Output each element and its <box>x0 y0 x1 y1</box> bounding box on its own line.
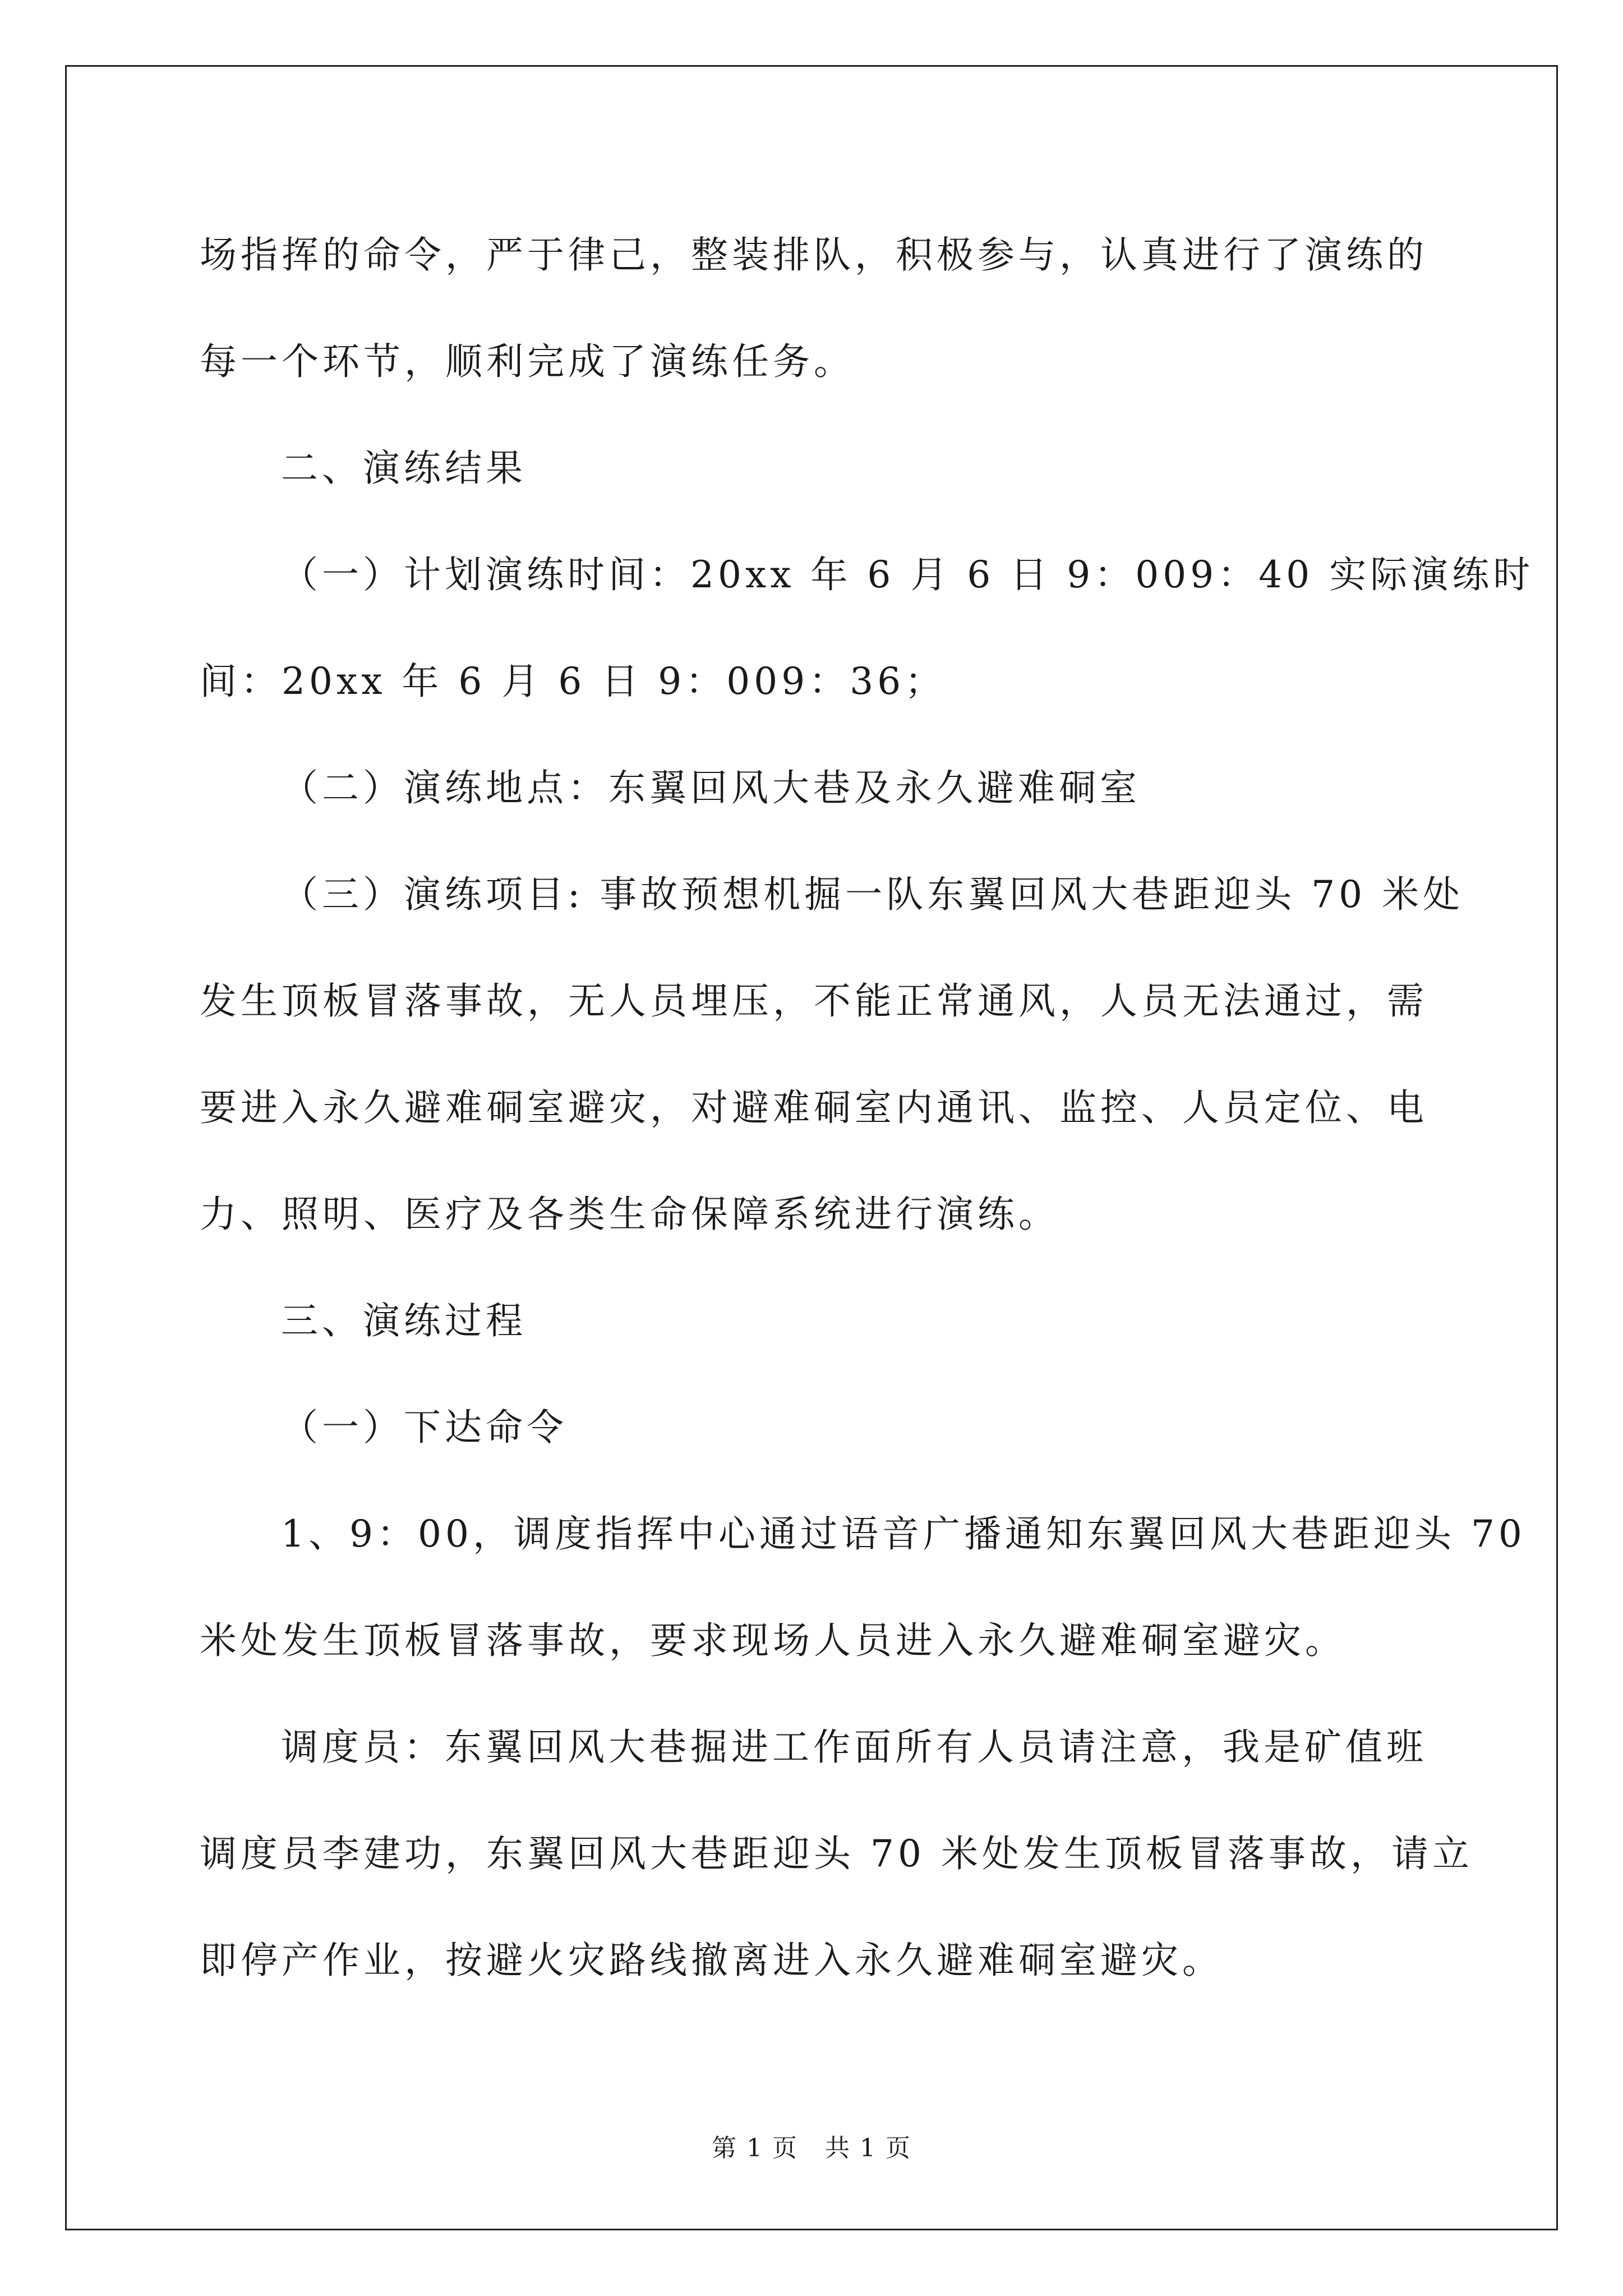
body-line: （三）演练项目: 事故预想机掘一队东翼回风大巷距迎头 70 米处 <box>281 873 1464 916</box>
body-line: 1、9：00，调度指挥中心通过语音广播通知东翼回风大巷距迎头 70 <box>281 1512 1526 1556</box>
document-body <box>200 202 1534 2014</box>
body-line: （二）演练地点：东翼回风大巷及永久避难硐室 <box>281 766 1141 809</box>
section-heading: 三、演练过程 <box>281 1299 527 1342</box>
subsection-heading: （一）下达命令 <box>281 1406 568 1449</box>
page-footer <box>0 2132 1623 2165</box>
page-total: 共 1 页 <box>825 2134 911 2162</box>
body-line: 每一个环节，顺利完成了演练任务。 <box>200 340 855 383</box>
body-line: 调度员李建功，东翼回风大巷距迎头 70 米处发生顶板冒落事故，请立 <box>200 1832 1473 1875</box>
body-line: 要进入永久避难硐室避灾，对避难硐室内通讯、监控、人员定位、电 <box>200 1086 1428 1129</box>
body-line: 间：20xx 年 6 月 6 日 9：009：36； <box>200 660 946 703</box>
body-line: 即停产作业，按避火灾路线撤离进入永久避难硐室避灾。 <box>200 1939 1223 1982</box>
body-line: 米处发生顶板冒落事故，要求现场人员进入永久避难硐室避灾。 <box>200 1619 1346 1662</box>
body-line: 力、照明、医疗及各类生命保障系统进行演练。 <box>200 1193 1059 1236</box>
body-line: 场指挥的命令，严于律己，整装排队，积极参与，认真进行了演练的 <box>200 233 1428 277</box>
body-line: 调度员：东翼回风大巷掘进工作面所有人员请注意，我是矿值班 <box>281 1726 1427 1769</box>
section-heading: 二、演练结果 <box>281 447 527 490</box>
body-line: 发生顶板冒落事故，无人员埋压，不能正常通风，人员无法通过，需 <box>200 979 1428 1023</box>
page-number: 第 1 页 <box>712 2134 798 2162</box>
body-line: （一）计划演练时间：20xx 年 6 月 6 日 9：009：40 实际演练时 <box>281 553 1534 596</box>
